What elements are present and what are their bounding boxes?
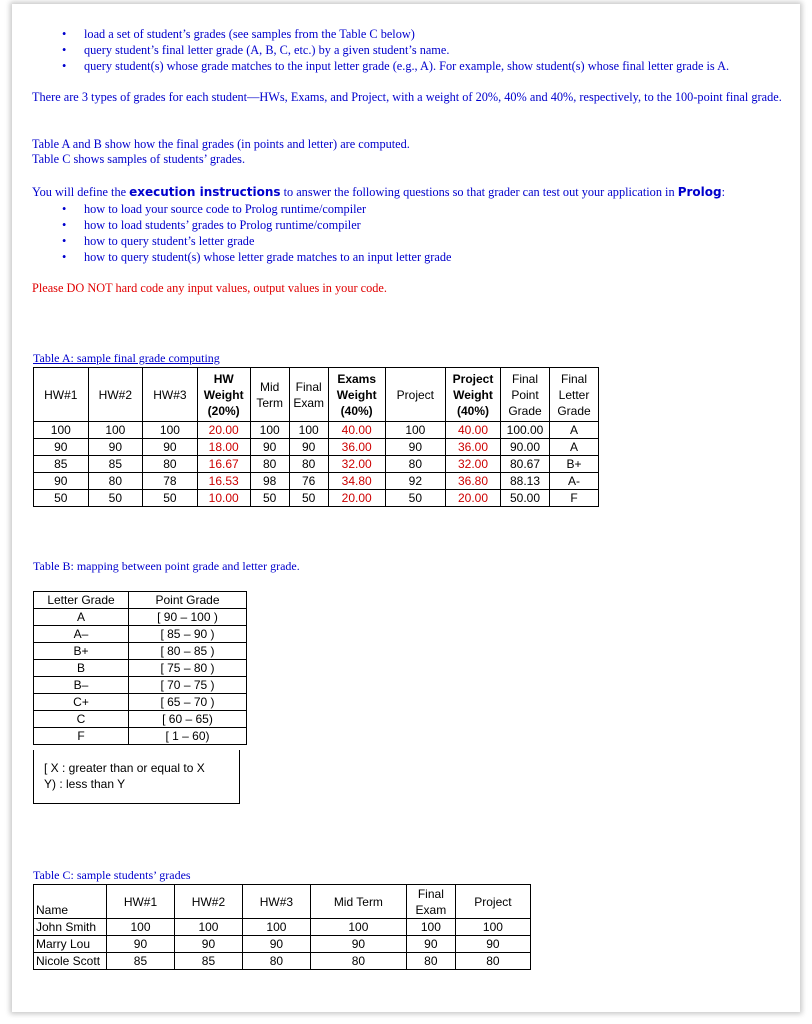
- table-cell: 90: [174, 936, 242, 953]
- table-header-cell: HW Weight (20%): [197, 368, 250, 422]
- table-header-cell: Letter Grade: [34, 592, 129, 609]
- table-cell: 100: [242, 919, 310, 936]
- table-cell: C: [34, 711, 129, 728]
- table-cell: 100: [107, 919, 175, 936]
- table-cell: 85: [174, 953, 242, 970]
- table-header-cell: Project: [455, 885, 530, 919]
- table-cell: B+: [34, 643, 129, 660]
- table-header-cell: Project: [385, 368, 445, 422]
- intro-bullet: • query student’s final letter grade (A, B, C, etc.) by a given student’s name.: [62, 42, 729, 58]
- table-row: [34, 422, 599, 439]
- table-cell: 78: [143, 473, 198, 490]
- table-cell: [ 1 – 60): [129, 728, 247, 745]
- table-cell: [ 60 – 65): [129, 711, 247, 728]
- exec-intro-mid: to answer the following questions so that grader can test out your application in: [280, 185, 678, 199]
- table-cell: 90: [385, 439, 445, 456]
- table-header-row: [34, 592, 247, 609]
- table-cell: 50: [143, 490, 198, 507]
- table-row: [34, 609, 247, 626]
- table-cell: John Smith: [34, 919, 107, 936]
- table-cell: 80: [289, 456, 328, 473]
- table-cell: 50: [88, 490, 143, 507]
- table-cell: 80: [385, 456, 445, 473]
- table-row: [34, 660, 247, 677]
- table-header-cell: Final Exam: [406, 885, 455, 919]
- table-header-cell: HW#3: [242, 885, 310, 919]
- table-cell: 85: [34, 456, 89, 473]
- table-cell: A–: [34, 626, 129, 643]
- tables-paragraph-line1: Table A and B show how the final grades (in points and letter) are computed.: [32, 137, 410, 151]
- table-c: [33, 884, 531, 970]
- exec-intro-bold: execution instructions: [129, 185, 281, 199]
- table-cell: A: [550, 439, 599, 456]
- table-row: [34, 919, 531, 936]
- table-row: [34, 728, 247, 745]
- table-row: [34, 490, 599, 507]
- table-header-cell: Mid Term: [250, 368, 289, 422]
- table-cell: [ 85 – 90 ): [129, 626, 247, 643]
- table-row: [34, 694, 247, 711]
- intro-bullet: • query student(s) whose grade matches to the input letter grade (e.g., A). For example, show student(s) whose final letter grade is A.: [62, 58, 729, 74]
- warning-text: Please DO NOT hard code any input values, output values in your code.: [32, 281, 387, 295]
- table-cell: 36.00: [446, 439, 501, 456]
- weights-paragraph: There are 3 types of grades for each student—HWs, Exams, and Project, with a weight of 20%, 40% and 40%, respectively, to the 100-point final grade.: [32, 90, 782, 104]
- table-cell: 80: [250, 456, 289, 473]
- table-cell: 80.67: [501, 456, 550, 473]
- table-cell: 90: [107, 936, 175, 953]
- table-header-cell: HW#2: [88, 368, 143, 422]
- table-row: [34, 473, 599, 490]
- table-cell: 40.00: [446, 422, 501, 439]
- table-cell: 100: [250, 422, 289, 439]
- table-row: [34, 643, 247, 660]
- table-row: [34, 936, 531, 953]
- table-cell: F: [34, 728, 129, 745]
- table-cell: 85: [107, 953, 175, 970]
- table-header-cell: Name: [34, 885, 107, 919]
- table-cell: Nicole Scott: [34, 953, 107, 970]
- tables-paragraph-line2: Table C shows samples of students’ grades.: [32, 152, 246, 166]
- table-cell: 20.00: [197, 422, 250, 439]
- table-cell: B: [34, 660, 129, 677]
- table-header-cell: Final Letter Grade: [550, 368, 599, 422]
- table-cell: B+: [550, 456, 599, 473]
- table-header-cell: HW#1: [107, 885, 175, 919]
- table-row: [34, 626, 247, 643]
- exec-bullet-list: [62, 201, 451, 265]
- table-row: [34, 439, 599, 456]
- table-cell: 100: [174, 919, 242, 936]
- table-cell: 90: [406, 936, 455, 953]
- table-row: [34, 677, 247, 694]
- table-cell: 34.80: [328, 473, 385, 490]
- table-cell: [ 90 – 100 ): [129, 609, 247, 626]
- table-cell: 10.00: [197, 490, 250, 507]
- table-cell: A: [550, 422, 599, 439]
- tableA-caption: Table A: sample final grade computing: [33, 351, 220, 365]
- table-cell: 40.00: [328, 422, 385, 439]
- table-header-cell: Final Exam: [289, 368, 328, 422]
- table-cell: 92: [385, 473, 445, 490]
- table-cell: 80: [88, 473, 143, 490]
- table-cell: 90.00: [501, 439, 550, 456]
- table-cell: 76: [289, 473, 328, 490]
- table-cell: [ 80 – 85 ): [129, 643, 247, 660]
- table-cell: 80: [143, 456, 198, 473]
- table-cell: 90: [34, 473, 89, 490]
- table-header-cell: HW#1: [34, 368, 89, 422]
- table-cell: 90: [455, 936, 530, 953]
- table-row: [34, 953, 531, 970]
- table-cell: 100: [88, 422, 143, 439]
- table-header-cell: HW#2: [174, 885, 242, 919]
- table-cell: 20.00: [328, 490, 385, 507]
- table-cell: 90: [88, 439, 143, 456]
- table-cell: 88.13: [501, 473, 550, 490]
- table-cell: 90: [310, 936, 406, 953]
- table-cell: 20.00: [446, 490, 501, 507]
- table-cell: 100: [143, 422, 198, 439]
- execution-intro: [32, 184, 725, 200]
- note-line: [ X : greater than or equal to X: [44, 761, 205, 775]
- table-cell: 80: [455, 953, 530, 970]
- table-cell: [ 75 – 80 ): [129, 660, 247, 677]
- table-header-cell: Final Point Grade: [501, 368, 550, 422]
- table-header-cell: Project Weight (40%): [446, 368, 501, 422]
- table-cell: 100: [455, 919, 530, 936]
- table-cell: 32.00: [446, 456, 501, 473]
- table-cell: F: [550, 490, 599, 507]
- table-cell: 98: [250, 473, 289, 490]
- table-cell: 50.00: [501, 490, 550, 507]
- table-cell: 50: [250, 490, 289, 507]
- table-cell: 50: [289, 490, 328, 507]
- exec-bullet: • how to query student(s) whose letter grade matches to an input letter grade: [62, 249, 451, 265]
- table-cell: [ 65 – 70 ): [129, 694, 247, 711]
- table-cell: 50: [385, 490, 445, 507]
- table-a: [33, 367, 599, 507]
- table-cell: 16.67: [197, 456, 250, 473]
- table-cell: 36.80: [446, 473, 501, 490]
- exec-intro-lang: Prolog: [677, 185, 722, 199]
- table-cell: 100.00: [501, 422, 550, 439]
- table-header-row: [34, 885, 531, 919]
- table-cell: 80: [310, 953, 406, 970]
- table-cell: 100: [406, 919, 455, 936]
- tableB-caption: Table B: mapping between point grade and letter grade.: [33, 559, 300, 573]
- table-cell: 32.00: [328, 456, 385, 473]
- table-header-row: [34, 368, 599, 422]
- table-cell: 90: [143, 439, 198, 456]
- table-header-cell: Exams Weight (40%): [328, 368, 385, 422]
- exec-intro-pre: You will define the: [32, 185, 130, 199]
- exec-bullet: • how to load students’ grades to Prolog runtime/compiler: [62, 217, 451, 233]
- table-header-cell: Mid Term: [310, 885, 406, 919]
- interval-notation-note: [33, 750, 240, 804]
- intro-bullet-list: [62, 26, 729, 74]
- exec-bullet: • how to query student’s letter grade: [62, 233, 451, 249]
- table-cell: Marry Lou: [34, 936, 107, 953]
- table-row: [34, 456, 599, 473]
- table-cell: A: [34, 609, 129, 626]
- table-cell: 85: [88, 456, 143, 473]
- table-cell: 90: [34, 439, 89, 456]
- table-cell: 50: [34, 490, 89, 507]
- table-cell: 90: [242, 936, 310, 953]
- table-cell: 16.53: [197, 473, 250, 490]
- table-header-cell: HW#3: [143, 368, 198, 422]
- table-cell: C+: [34, 694, 129, 711]
- table-cell: A-: [550, 473, 599, 490]
- tableC-caption: Table C: sample students’ grades: [33, 868, 191, 882]
- table-cell: 90: [250, 439, 289, 456]
- table-cell: 18.00: [197, 439, 250, 456]
- exec-bullet: • how to load your source code to Prolog runtime/compiler: [62, 201, 451, 217]
- intro-bullet: • load a set of student’s grades (see samples from the Table C below): [62, 26, 729, 42]
- table-header-cell: Point Grade: [129, 592, 247, 609]
- exec-intro-post: :: [721, 185, 726, 199]
- note-line: Y) : less than Y: [44, 777, 126, 791]
- table-cell: B–: [34, 677, 129, 694]
- table-cell: 100: [310, 919, 406, 936]
- table-cell: [ 70 – 75 ): [129, 677, 247, 694]
- table-cell: 100: [34, 422, 89, 439]
- table-b: [33, 591, 247, 745]
- table-cell: 90: [289, 439, 328, 456]
- table-cell: 100: [289, 422, 328, 439]
- table-row: [34, 711, 247, 728]
- table-cell: 80: [406, 953, 455, 970]
- table-cell: 100: [385, 422, 445, 439]
- table-cell: 80: [242, 953, 310, 970]
- table-cell: 36.00: [328, 439, 385, 456]
